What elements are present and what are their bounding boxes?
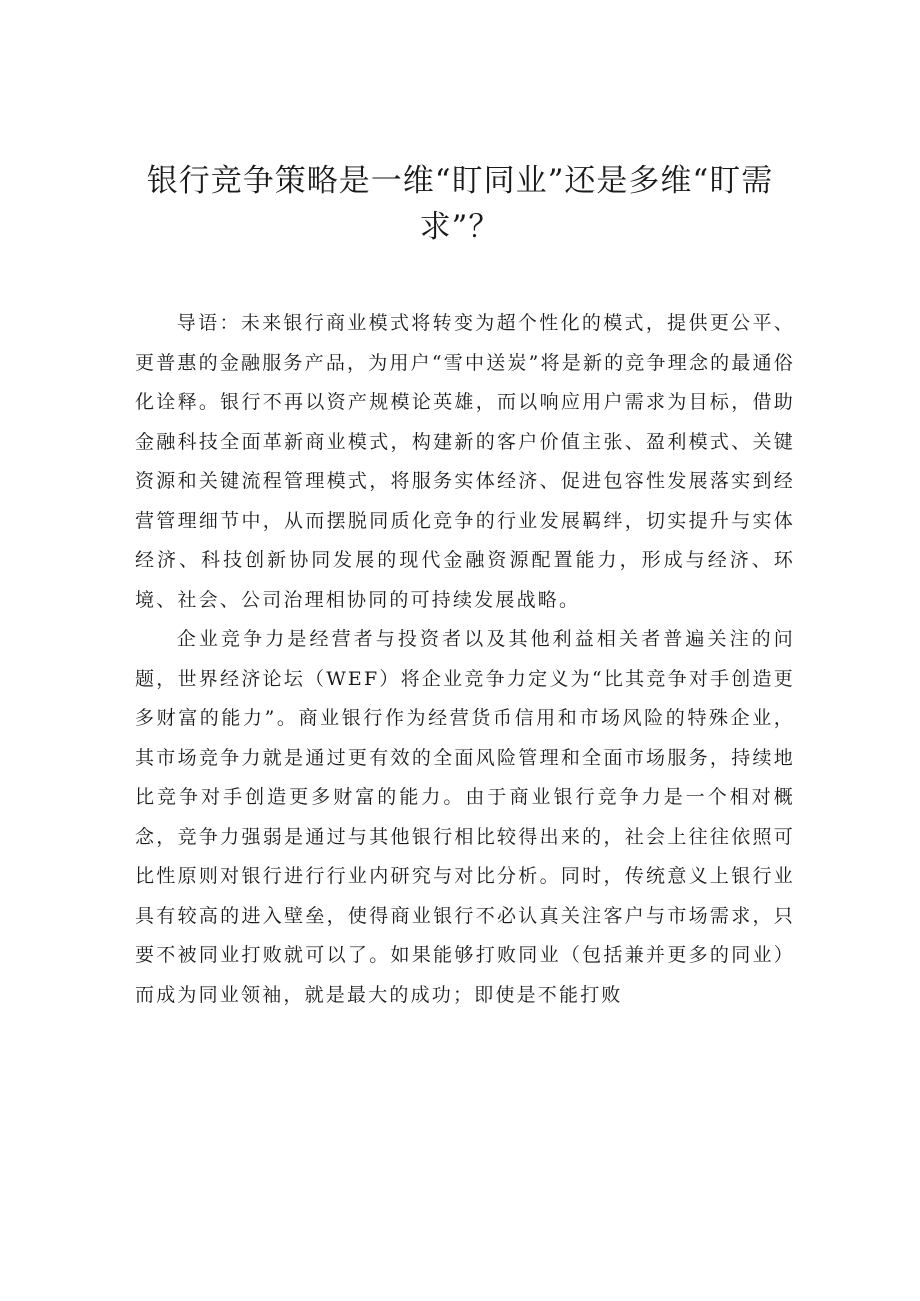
paragraph-competitiveness: 企业竞争力是经营者与投资者以及其他利益相关者普遍关注的问题，世界经济论坛（WEF）将企业竞争力定义为“比其竞争对手创造更多财富的能力”。商业银行作为经营货币信用和市场风险的特殊企业，其市场竞争力就是通过更有效的全面风险管理和全面市场服务，持续地比竞争对手创造更多财富的能力。由于商业银行竞争力是一个相对概念，竞争力强弱是通过与其他银行相比较得出来的，社会上往往依照可比性原则对银行进行行业内研究与对比分析。同时，传统意义上银行业具有较高的进入壁垒，使得商业银行不必认真关注客户与市场需求，只要不被同业打败就可以了。如果能够打败同业（包括兼并更多的同业）而成为同业领袖，就是最大的成功；即使是不能打败 <box>135 628 795 1006</box>
paragraph-intro: 导语：未来银行商业模式将转变为超个性化的模式，提供更公平、更普惠的金融服务产品，为用户“雪中送炭”将是新的竞争理念的最通俗化诠释。银行不再以资产规模论英雄，而以响应用户需求为目标，借助金融科技全面革新商业模式，构建新的客户价值主张、盈利模式、关键资源和关键流程管理模式，将服务实体经济、促进包容性发展落实到经营管理细节中，从而摆脱同质化竞争的行业发展羁绊，切实提升与实体经济、科技创新协同发展的现代金融资源配置能力，形成与经济、环境、社会、公司治理相协同的可持续发展战略。 <box>135 312 795 611</box>
document-body <box>135 304 795 1015</box>
document-title: 银行竞争策略是一维“盯同业”还是多维“盯需求”？ <box>146 163 774 245</box>
